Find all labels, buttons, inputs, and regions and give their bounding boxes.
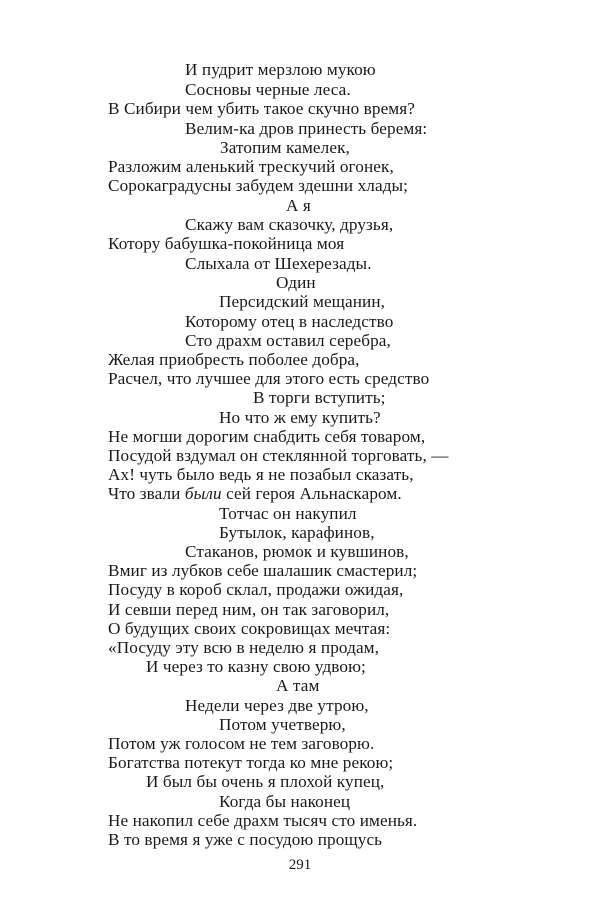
poem-line: Один bbox=[276, 273, 316, 292]
poem-line: Которому отец в наследство bbox=[185, 312, 394, 331]
poem-line: Но что ж ему купить? bbox=[219, 408, 381, 427]
poem-line: А там bbox=[276, 676, 320, 695]
poem-line: И был бы очень я плохой купец, bbox=[146, 772, 385, 791]
poem-line: И севши перед ним, он так заговорил, bbox=[108, 600, 390, 619]
poem-line: Сорокаградусны забудем здешни хлады; bbox=[108, 176, 409, 195]
poem-line: Посудой вздумал он стеклянной торговать, — bbox=[108, 446, 449, 465]
poem-line: Сосновы черные леса. bbox=[185, 80, 351, 99]
poem-line: Стаканов, рюмок и кувшинов, bbox=[185, 542, 409, 561]
poem-line: О будущих своих сокровищах мечтая: bbox=[108, 619, 391, 638]
poem-line: Расчел, что лучшее для этого есть средство bbox=[108, 369, 430, 388]
poem-line bbox=[108, 484, 402, 504]
poem-line: Вмиг из лубков себе шалашик смастерил; bbox=[108, 561, 418, 580]
poem-line: Потом учетверю, bbox=[219, 715, 346, 734]
poem-line: Бутылок, карафинов, bbox=[219, 523, 375, 542]
poem-line: Затопим камелек, bbox=[220, 138, 350, 157]
poem-line: В Сибири чем убить такое скучно время? bbox=[108, 99, 416, 118]
poem-line: В то время я уже с посудою прощусь bbox=[108, 830, 383, 849]
poem-line: Не накопил себе драхм тысяч сто именья. bbox=[108, 811, 418, 830]
poem-line: Слыхала от Шехерезады. bbox=[185, 254, 372, 273]
poem-text: сей героя Альнаскаром. bbox=[226, 484, 402, 503]
poem-line: А я bbox=[286, 196, 311, 215]
poem-line: Персидский мещанин, bbox=[219, 292, 386, 311]
poem-line: Недели через две утрою, bbox=[185, 696, 369, 715]
poem-line: Разложим аленький трескучий огонек, bbox=[108, 157, 394, 176]
poem-line: Потом уж голосом не тем заговорю. bbox=[108, 734, 375, 753]
poem-line: Когда бы наконец bbox=[219, 792, 351, 811]
poem-line: И пудрит мерзлою мукою bbox=[185, 60, 376, 79]
poem-line: Тотчас он накупил bbox=[219, 504, 357, 523]
poem-line: «Посуду эту всю в неделю я продам, bbox=[108, 638, 380, 657]
poem-line: В торги вступить; bbox=[253, 388, 386, 407]
poem-line: Не могши дорогим снабдить себя товаром, bbox=[108, 427, 426, 446]
poem-text: Что звали bbox=[108, 484, 181, 503]
page-number: 291 bbox=[288, 857, 312, 873]
poem-line: Велим-ка дров принесть беремя: bbox=[185, 119, 428, 138]
poem-line: Скажу вам сказочку, друзья, bbox=[185, 215, 394, 234]
poem-line: И через то казну свою удвою; bbox=[146, 657, 366, 676]
poem-line: Сто драхм оставил серебра, bbox=[185, 331, 391, 350]
poem-line: Котору бабушка-покойница моя bbox=[108, 234, 345, 253]
poem-line: Богатства потекут тогда ко мне рекою; bbox=[108, 753, 394, 772]
poem-line: Ах! чуть было ведь я не позабыл сказать, bbox=[108, 465, 414, 484]
poem-italic-text: были bbox=[184, 484, 222, 503]
poem-line: Желая приобресть поболее добра, bbox=[108, 350, 360, 369]
poem-line: Посуду в короб склал, продажи ожидая, bbox=[108, 580, 404, 599]
